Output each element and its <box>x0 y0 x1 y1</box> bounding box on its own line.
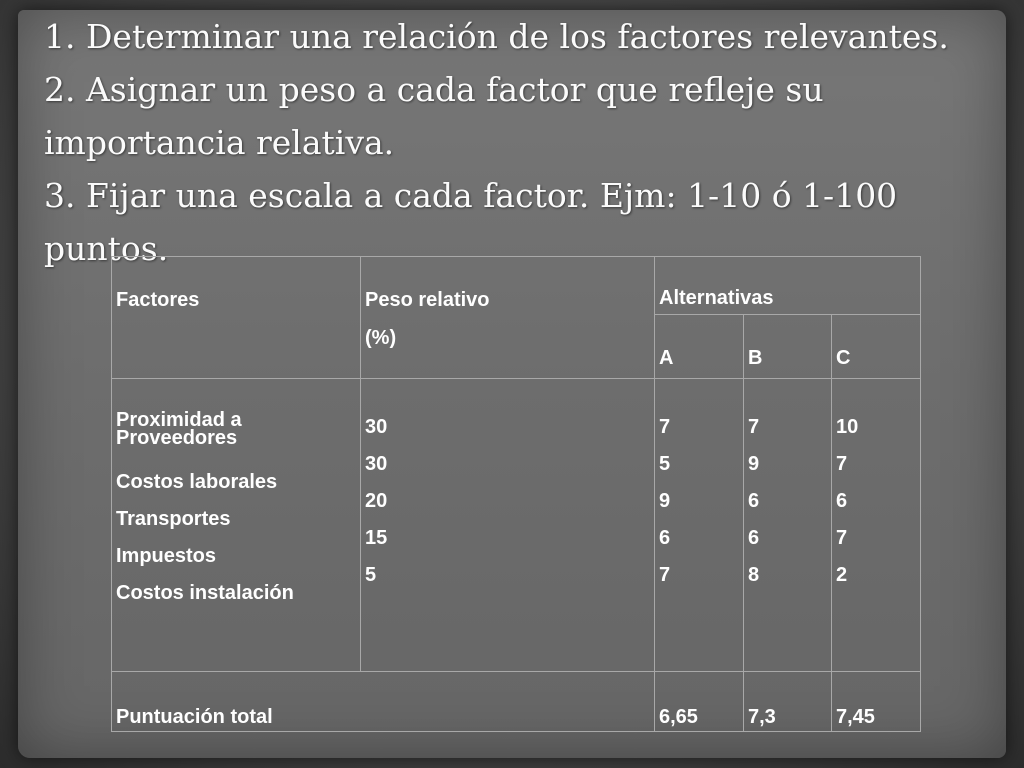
title-line-4: 3. Fijar una escala a cada factor. Ejm: 1-10 ó 1-100 <box>44 176 898 215</box>
header-alt-c: C <box>832 315 921 379</box>
score-b: 8 <box>748 564 760 586</box>
score-a: 7 <box>659 416 671 438</box>
score-b: 6 <box>748 490 760 512</box>
factor-name: Transportes <box>116 508 231 530</box>
header-peso-unit: (%) <box>365 327 397 349</box>
score-a: 6 <box>659 527 671 549</box>
total-b: 7,3 <box>744 672 832 732</box>
scores-a-list <box>655 379 744 672</box>
header-factores-label: Factores <box>116 289 200 311</box>
factor-weight: 5 <box>365 564 377 586</box>
score-c: 10 <box>836 416 859 438</box>
score-a: 7 <box>659 564 671 586</box>
factor-weight: 20 <box>365 490 388 512</box>
score-a: 5 <box>659 453 671 475</box>
score-b: 7 <box>748 416 760 438</box>
score-c: 2 <box>836 564 848 586</box>
header-factores <box>112 257 361 379</box>
header-alt-a: A <box>655 315 744 379</box>
factor-weight: 30 <box>365 416 388 438</box>
score-c: 7 <box>836 527 848 549</box>
title-line-1: 1. Determinar una relación de los factores relevantes. <box>44 17 949 56</box>
score-b: 9 <box>748 453 760 475</box>
header-alternativas <box>655 257 921 315</box>
header-peso-label: Peso relativo <box>365 289 490 311</box>
factor-weight: 15 <box>365 527 388 549</box>
total-label: Puntuación total <box>112 672 655 732</box>
factor-weight: 30 <box>365 453 388 475</box>
scores-b-list <box>744 379 832 672</box>
score-c: 6 <box>836 490 848 512</box>
score-a: 9 <box>659 490 671 512</box>
weights-list <box>361 379 655 672</box>
factor-name: Proximidad a Proveedores <box>116 409 242 449</box>
total-a: 6,65 <box>655 672 744 732</box>
score-b: 6 <box>748 527 760 549</box>
title-line-3: importancia relativa. <box>44 123 395 162</box>
header-row <box>112 257 921 315</box>
score-c: 7 <box>836 453 848 475</box>
factor-name: Costos instalación <box>116 582 294 604</box>
factor-name: Costos laborales <box>116 471 278 493</box>
total-row <box>112 672 921 732</box>
header-alternativas-label: Alternativas <box>659 287 774 309</box>
factors-row <box>112 379 921 672</box>
slide-title <box>44 10 984 275</box>
title-line-5: puntos. <box>44 229 169 268</box>
factor-rating-table <box>111 256 921 732</box>
factors-list <box>112 379 361 672</box>
scores-c-list <box>832 379 921 672</box>
header-peso <box>361 257 655 379</box>
total-c: 7,45 <box>832 672 921 732</box>
title-line-2: 2. Asignar un peso a cada factor que refleje su <box>44 70 824 109</box>
factor-name: Impuestos <box>116 545 217 567</box>
header-alt-b: B <box>744 315 832 379</box>
